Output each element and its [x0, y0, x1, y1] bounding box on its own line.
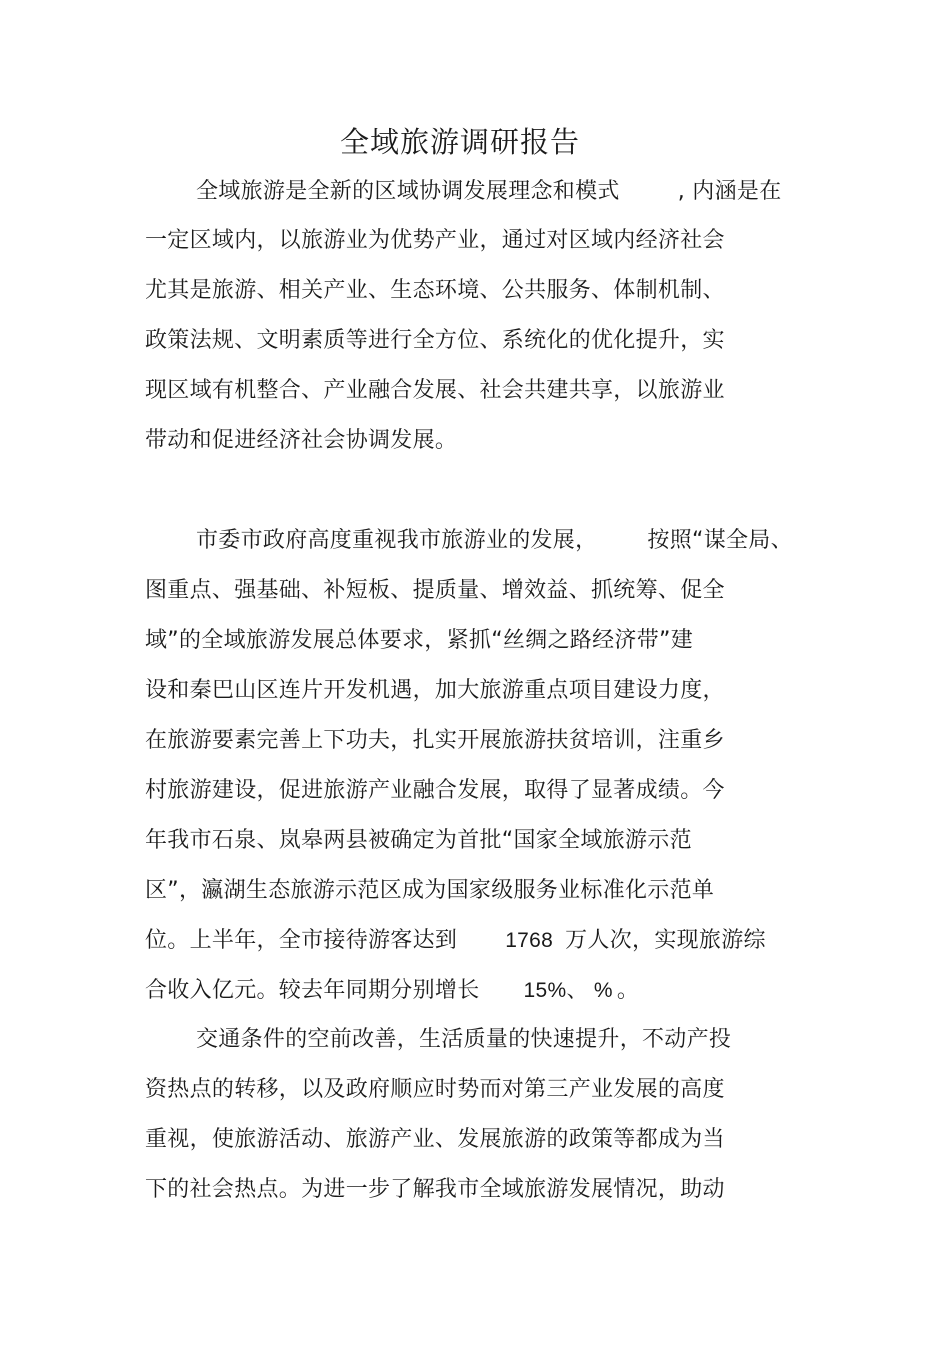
- line-text: 区”，瀛湖生态旅游示范区成为国家级服务业标准化示范单: [145, 878, 715, 903]
- paragraph-line: [145, 326, 725, 356]
- paragraph-line: [145, 926, 766, 956]
- line-text: 带动和促进经济社会协调发展。: [145, 428, 458, 453]
- paragraph-line: [145, 1125, 725, 1155]
- paragraph-line: [145, 276, 725, 306]
- paragraph-line: [145, 1075, 725, 1105]
- paragraph-line: [196, 1025, 731, 1055]
- line-text: 全域旅游是全新的区域协调发展理念和模式: [196, 179, 620, 204]
- paragraph-line: [145, 676, 725, 706]
- document-title: 全域旅游调研报告: [339, 125, 580, 159]
- line-text: 下的社会热点。为进一步了解我市全域旅游发展情况，助动: [145, 1177, 725, 1202]
- line-text: 图重点、强基础、补短板、提质量、增效益、抓统筹、促全: [145, 578, 725, 603]
- line-text: 政策法规、文明素质等进行全方位、系统化的优化提升，实: [145, 328, 725, 353]
- paragraph-line: [145, 726, 725, 756]
- paragraph-line: [196, 177, 782, 207]
- paragraph-line: [145, 976, 639, 1006]
- line-text: 设和秦巴山区连片开发机遇，加大旅游重点项目建设力度，: [145, 678, 725, 703]
- line-number: 1768: [505, 929, 554, 952]
- paragraph-line: [196, 526, 793, 556]
- line-text: 合收入亿元。较去年同期分别增长: [145, 978, 480, 1003]
- paragraph-line: [145, 826, 692, 856]
- line-number: 15%、 %: [523, 979, 613, 1002]
- line-text: 年我市石泉、岚皋两县被确定为首批“国家全域旅游示范: [145, 828, 692, 853]
- paragraph-line: [145, 576, 725, 606]
- line-text: 一定区域内，以旅游业为优势产业，通过对区域内经济社会: [145, 228, 725, 253]
- line-text: 重视，使旅游活动、旅游产业、发展旅游的政策等都成为当: [145, 1127, 725, 1152]
- line-text: 村旅游建设，促进旅游产业融合发展，取得了显著成绩。今: [145, 778, 725, 803]
- line-text: 资热点的转移，以及政府顺应时势而对第三产业发展的高度: [145, 1077, 725, 1102]
- line-text: 位。上半年，全市接待游客达到: [145, 928, 458, 953]
- line-text: 在旅游要素完善上下功夫，扎实开展旅游扶贫培训，注重乡: [145, 728, 725, 753]
- line-text: , 内涵是在: [677, 179, 782, 204]
- paragraph-line: [145, 1175, 725, 1205]
- paragraph-line: [145, 226, 725, 256]
- paragraph-line: [145, 876, 714, 906]
- line-text: 交通条件的空前改善，生活质量的快速提升，不动产投: [196, 1027, 732, 1052]
- paragraph-line: [145, 376, 725, 406]
- line-text: 市委市政府高度重视我市旅游业的发展，: [196, 528, 598, 553]
- paragraph-line: [145, 626, 693, 656]
- line-text: 。: [616, 978, 640, 1003]
- line-text: 尤其是旅游、相关产业、生态环境、公共服务、体制机制、: [145, 278, 725, 303]
- line-text: 现区域有机整合、产业融合发展、社会共建共享，以旅游业: [145, 378, 725, 403]
- paragraph-line: [145, 426, 457, 456]
- line-text: 按照“谋全局、: [647, 528, 793, 553]
- line-text: 万人次，实现旅游综: [565, 928, 766, 953]
- line-text: 域”的全域旅游发展总体要求，紧抓“丝绸之路经济带”建: [145, 628, 693, 653]
- paragraph-line: [145, 776, 725, 806]
